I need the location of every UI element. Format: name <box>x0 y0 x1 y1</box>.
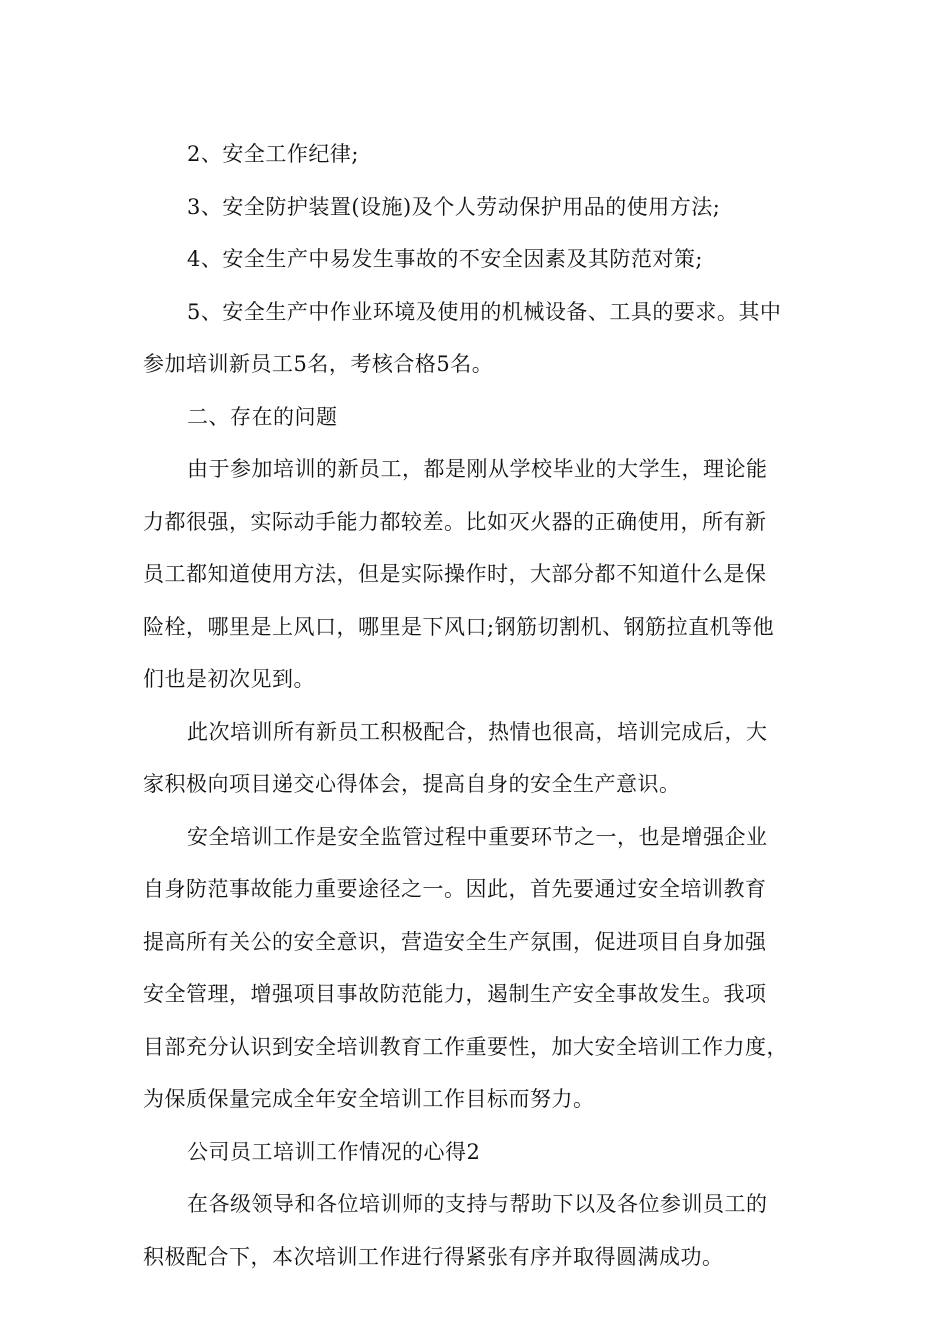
text-line: 为保质保量完成全年安全培训工作目标而努力。 <box>143 1087 595 1111</box>
section-heading: 公司员工培训工作情况的心得2 <box>187 1139 481 1164</box>
text-line: 提高所有关公的安全意识，营造安全生产氛围，促进项目自身加强 <box>143 929 767 954</box>
text-line: 积极配合下，本次培训工作进行得紧张有序并取得圆满成功。 <box>143 1244 724 1269</box>
text-line: 2、安全工作纪律; <box>187 142 359 166</box>
section-heading: 二、存在的问题 <box>187 404 338 429</box>
text-line: 此次培训所有新员工积极配合，热情也很高，培训完成后，大 <box>187 719 768 744</box>
text-line: 员工都知道使用方法，但是实际操作时，大部分都不知道什么是保 <box>143 562 767 586</box>
text-line: 由于参加培训的新员工，都是刚从学校毕业的大学生，理论能 <box>187 457 768 481</box>
text-line: 们也是初次见到。 <box>143 667 315 691</box>
text-line: 4、安全生产中易发生事故的不安全因素及其防范对策; <box>187 247 703 271</box>
text-line: 险栓，哪里是上风口，哪里是下风口;钢筋切割机、钢筋拉直机等他 <box>143 614 775 639</box>
text-line: 力都很强，实际动手能力都较差。比如灭火器的正确使用，所有新 <box>143 509 767 534</box>
text-line: 家积极向项目递交心得体会，提高自身的安全生产意识。 <box>143 772 681 796</box>
text-line: 3、安全防护装置(设施)及个人劳动保护用品的使用方法; <box>187 194 721 219</box>
text-line: 自身防范事故能力重要途径之一。因此，首先要通过安全培训教育 <box>143 877 767 901</box>
text-line: 安全培训工作是安全监管过程中重要环节之一，也是增强企业 <box>187 824 768 849</box>
document-body <box>143 128 813 1283</box>
text-line: 5、安全生产中作业环境及使用的机械设备、工具的要求。其中 <box>187 299 782 324</box>
text-line: 安全管理，增强项目事故防范能力，遏制生产安全事故发生。我项 <box>143 982 767 1006</box>
text-line: 在各级领导和各位培训师的支持与帮助下以及各位参训员工的 <box>187 1192 768 1216</box>
text-line: 参加培训新员工5名，考核合格5名。 <box>143 352 494 376</box>
text-line: 目部充分认识到安全培训教育工作重要性，加大安全培训工作力度， <box>143 1034 788 1059</box>
